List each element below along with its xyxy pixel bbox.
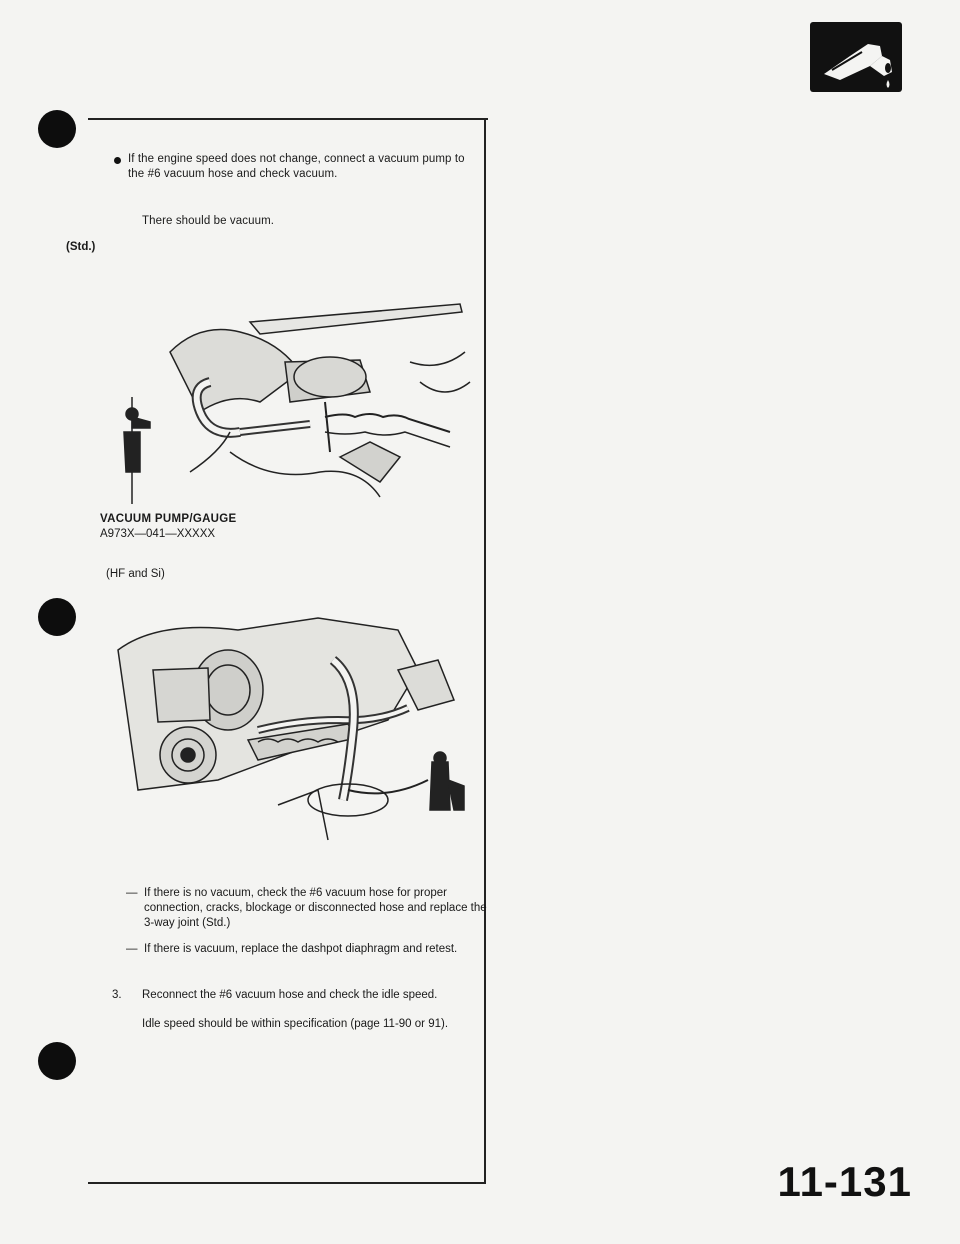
dash-bullet: — — [126, 943, 138, 955]
label-hf-si: (HF and Si) — [106, 568, 165, 580]
frame-top-rule — [88, 118, 488, 120]
dash-item-text: If there is vacuum, replace the dashpot diaphragm and retest. — [144, 943, 458, 955]
bullet-text: If the engine speed does not change, connect a vacuum pump to the #6 vacuum hose and check vacuum. — [128, 153, 465, 180]
bullet-instruction — [114, 152, 478, 182]
tool-callout — [100, 512, 237, 542]
bullet-dot-icon — [114, 157, 121, 164]
page-number: 11-131 — [777, 1158, 912, 1205]
dash-item-no-vacuum — [126, 886, 489, 931]
bullet-result: There should be vacuum. — [142, 215, 275, 227]
dash-item-vacuum — [126, 942, 489, 957]
tool-callout-title: VACUUM PUMP/GAUGE — [100, 513, 237, 525]
binder-hole — [38, 598, 76, 636]
frame-bottom-rule — [88, 1182, 486, 1184]
fuel-nozzle-icon — [810, 22, 902, 92]
step-number: 3. — [112, 989, 122, 1001]
binder-hole — [38, 110, 76, 148]
binder-hole — [38, 1042, 76, 1080]
dash-item-text: If there is no vacuum, check the #6 vacuum hose for proper connection, cracks, blockage or disconnected hose and replace the 3-way joint (Std.) — [144, 887, 487, 929]
tool-part-number: A973X—041—XXXXX — [100, 528, 216, 540]
step-3 — [112, 988, 502, 1032]
label-std: (Std.) — [66, 241, 96, 253]
hf-si-vacuum-hose-illustration — [98, 610, 474, 848]
step-result: Idle speed should be within specification (page 11-90 or 91). — [142, 1018, 449, 1030]
std-vacuum-hose-illustration — [110, 282, 480, 504]
dash-bullet: — — [126, 887, 138, 899]
step-text: Reconnect the #6 vacuum hose and check the idle speed. — [142, 989, 438, 1001]
